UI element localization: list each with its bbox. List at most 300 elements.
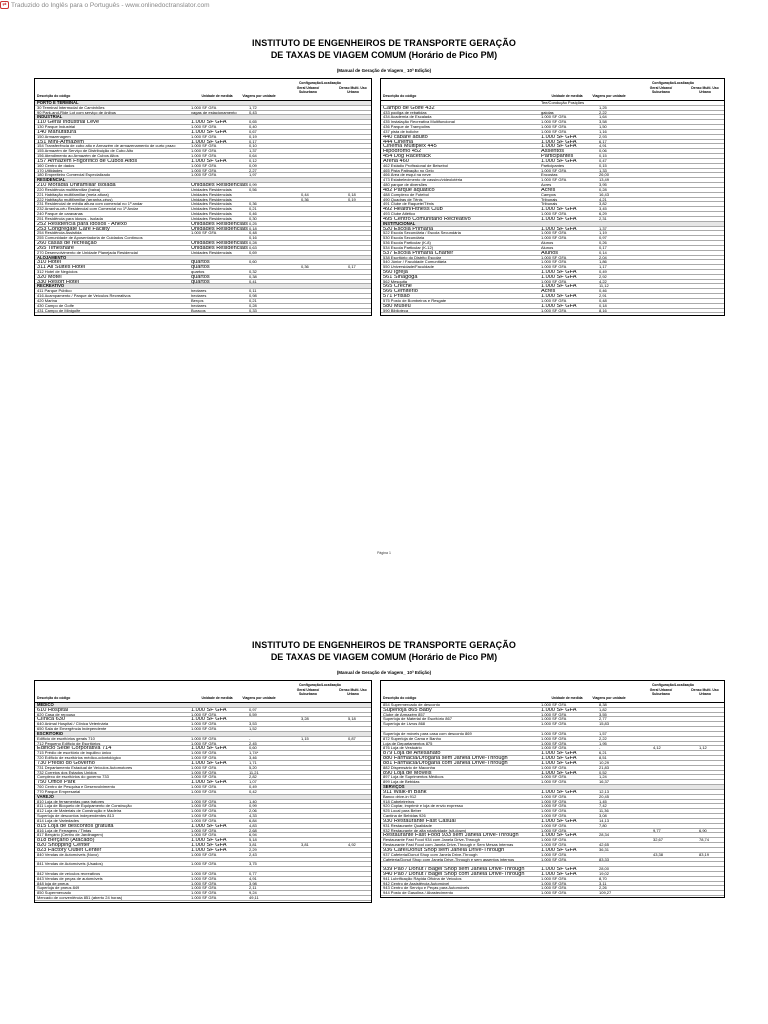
row-description: 899 Loja de Bebidas [383,780,420,785]
row-description: 530 Escola Secundária [383,236,425,241]
row-trips-per-unit: 0,18 [249,226,257,231]
row-trips-per-unit: 2,91 [599,294,607,299]
row-trips-per-unit: 0,99 [249,183,257,188]
row-unit: 1.000 SF GFA [191,173,217,178]
row-trips-per-unit: 13,49 [599,178,610,183]
row-description: 435 Instalação Recreativa Multifuncional [383,120,455,125]
row-dense-urban: 5,18 [348,717,356,722]
row-unit: Participantes [541,154,574,159]
row-description: 760 Centro de Pesquisa e Desenvolvimento [37,785,116,790]
row-description: 221 Habitação multifamiliar (meia altura) [37,192,109,197]
row-trips-per-unit: 11,36 [599,809,609,814]
page-subtitle: (Manual de Geração de Viagem_ 10ª Edição) [336,68,432,73]
table-row [35,896,371,901]
row-description: 732 Correios dos Estados Unidos [37,770,97,775]
row-dense-urban: 83,19 [699,852,710,857]
row-unit: 1.000 SF GFA [541,279,567,284]
row-trips-per-unit: 3,08 [599,814,607,819]
row-trips-per-unit: 0,17 [599,245,607,250]
row-trips-per-unit: 0,28 [249,241,257,246]
row-dense-urban: 1,12 [699,746,707,751]
row-description: Campo de Golfe 432 [383,105,435,111]
row-unit: 1.000 SF GFA [541,158,577,164]
row-description: 252 Residência para Idosos - Anexo [37,221,127,227]
row-unit: 1.000 SF GFA [541,255,567,260]
row-description: 610 Hospital [37,707,69,713]
row-description: 730 Prédio do Governo [37,760,95,766]
row-description: 561 Sinagoga [383,274,418,280]
row-unit: 1.000 SF GFA [191,149,217,154]
row-trips-per-unit: 3,95 [599,183,607,188]
row-description: 232 Arranha-céu Residencial com Comercial no 1º Andar [37,207,139,212]
row-description: 812 Loja de Materiais de Construção e Madeira [37,809,122,814]
header-description: Descrição do código [37,94,71,98]
row-description: 90 Park-and-Ride Lot com serviço de ônibus [37,110,116,115]
row-description: 536 Escola Particular (K-8) [383,241,431,246]
header-trips: Viagens por unidade [592,696,626,700]
row-unit: 1.000 SF GFA [191,843,227,848]
row-description: 270 Desenvolvimento de Unidade Planejada Residencial [37,250,138,255]
row-trips-per-unit: 20,45 [599,794,610,799]
row-unit: 1.000 SF GFA [541,838,567,843]
row-description: 810 Loja de ferramentas para tratores [37,799,105,804]
row-unit: Unidades Residenciais [191,216,232,221]
row-unit: 1.000 SF GFA [541,760,577,766]
row-unit: 1.000 SF GFA [191,833,217,838]
row-trips-per-unit: 2,77 [599,717,607,722]
row-description: Arena 460 [383,158,409,164]
row-trips-per-unit: 5,20 [249,765,257,770]
row-unit: 1.000 SF GFA [191,105,217,110]
row-unit: 1.000 SF GFA [541,886,567,891]
row-trips-per-unit: 1,74* [249,751,259,756]
row-trips-per-unit: 7,42 [599,804,607,809]
row-trips-per-unit: 2,06 [249,809,257,814]
row-description: 444 Cinema [383,139,414,145]
row-unit: 1.000 SF GFA [541,308,567,313]
row-description: Mercado de conveniência 851 (aberto 24 horas) [37,896,123,901]
row-description: 897 Loja de Suprimentos Médicos [383,775,444,780]
row-trips-per-unit: 28,34 [599,833,610,838]
row-unit: 1.000 SF GFA [541,207,577,213]
row-unit: 1.000 SF GFA [191,736,217,741]
row-trips-per-unit: 0,97 [599,236,607,241]
row-description: 312 Hotel de Negócios [37,269,78,274]
row-trips-per-unit: 16,37 [599,780,610,785]
page-subtitle: (Manual de Geração de Viagem_ 10ª Edição) [336,670,432,675]
row-unit: 1.000 SF GFA [541,303,577,309]
row-unit: 1.000 SF GFA [191,896,217,901]
row-trips-per-unit: 4,91 [599,144,607,149]
row-description: 488 Complexo de Futebol [383,192,429,197]
row-description: 925 Local para Beber [383,809,422,814]
row-trips-per-unit: 3,98 [249,881,257,886]
row-description: 265 Timeshare [37,245,75,251]
row-trips-per-unit: 6,84 [249,818,257,823]
row-trips-per-unit: 0,16 [249,236,257,241]
row-unit: 1.000 SF GFA [191,712,217,717]
row-description: RESIDENCIAL [37,178,66,183]
row-description: 140 Manufatura [37,129,77,135]
row-general-urban: 43,38 [653,852,664,857]
row-trips-per-unit: 2,82 [249,775,257,780]
row-unit: 1.000 SF GFA [541,707,577,713]
row-unit: 1.000 SF GFA [191,770,217,775]
row-description: 210 Moradia Unifamiliar Isolada [37,183,116,188]
row-trips-per-unit: 83,33 [599,857,610,862]
row-description: Superloja de pneus 849 [37,886,80,891]
row-description: Cantina de Bebidas 926 [383,814,426,819]
row-unit: 1.000 SF GFA [541,712,567,717]
row-description: 522 Escola Secundária / Escola Secundária [383,231,461,236]
row-unit: 1.000 SF GFA [191,871,217,876]
row-unit: 1.000 SF GFA [191,751,217,756]
row-unit: Unidades Residenciais [191,241,248,246]
row-trips-per-unit: 11,21 [249,770,259,775]
row-trips-per-unit: 6,29 [599,212,607,217]
row-description: 650 Sala de Emergência Independente [37,727,107,732]
row-description: 492 Health/Fitness Club [383,207,443,213]
row-unit: 1.000 SF GFA [191,168,217,173]
row-description: 431 Campo de Minigolfe [37,308,81,313]
row-description: 155 Armazém de Serviço de Distribuição de Cubo Alto [37,149,134,154]
row-description: 936 Café/Donut Shop sem Janela Drive-Through [383,847,505,853]
row-description: 770 Parque Empresarial [37,789,81,794]
row-trips-per-unit: 0,38 [249,274,257,279]
row-trips-per-unit: 21,83 [599,765,610,770]
row-unit: 1.000 SF GFA [541,852,567,857]
row-unit: Unidades Residenciais [191,226,248,232]
row-unit: Alunos [541,241,554,246]
header-general-urban: Geral Urbano/ Suburbano [296,86,320,94]
row-trips-per-unit: 109,27 [599,891,612,896]
row-description: 571 Prisão [383,294,410,299]
row-trips-per-unit: 0,47 [599,158,607,163]
row-unit: 1.000 SF GFA [541,120,567,125]
row-description: 640 Animal Hospital / Clínica Veterinária [37,722,109,727]
row-trips-per-unit: 28,00 [599,867,610,872]
row-description: ESCRITÓRIO [37,731,64,736]
row-description: 30 Terminal Intermodal de Caminhões [37,105,105,110]
row-unit: 1.000 SF GFA [191,163,217,168]
row-trips-per-unit: 16,43 [599,192,610,197]
header-dense-urban: Denso Multi. Uso Urbano [691,86,719,94]
row-trips-per-unit: 6,17 [599,139,607,144]
row-description: 840 Vendas de Automóveis (Novo) [37,852,99,857]
row-unit: 1.000 SF GFA [191,139,227,145]
row-unit: 1.000 SF GFA [541,843,567,848]
row-unit: 1.000 SF GFA [541,751,577,757]
row-unit: 1.000 SF GFA [191,891,217,896]
row-unit: Tribunais [541,197,558,202]
row-description: 817 Berçário (Centro de Jardinagem) [37,833,104,838]
row-unit: Tee/Condução Posições [541,101,585,105]
row-description: 715 Prédio de escritório de inquilino único [37,751,112,756]
header-general-urban: Geral Urbano/ Suburbano [649,86,673,94]
banner-text[interactable]: Traduzido do Inglês para o Português - www.onlinedoctranslator.com [11,1,210,9]
row-description: 943 Centro de Serviço e Peças para Automóveis [383,886,470,891]
row-unit: 1.000 SF GFA [541,765,567,770]
row-unit: 1.000 SF GFA [191,231,217,236]
row-unit: 1.000 SF GFA [191,722,217,727]
row-trips-per-unit: 0,67 [249,129,257,134]
row-trips-per-unit: 0,28 [599,187,607,192]
row-trips-per-unit: 1,95 [599,741,607,746]
row-description: 433 pocilga de rebatidas [383,110,427,115]
header-unit: Unidade de medida [551,696,583,700]
row-description: 932 Restaurante de alta rotatividade (sit-down) [383,828,467,833]
row-trips-per-unit: 0,30 [249,216,257,221]
row-trips-per-unit: 0,60 [249,260,257,265]
row-unit: 1.000 SF GFA [541,139,577,145]
row-unit: 1.000 SF GFA [191,862,217,867]
row-description: 454 Dog Racetrack [383,154,431,159]
row-unit: Unidades Residenciais [191,187,232,192]
row-description: 436 Parque de Trampolins [383,125,430,130]
row-description: 566 Cemitério [383,289,418,295]
row-description: 918 Cabeleireiros [383,799,415,804]
row-trips-per-unit: 6,21 [599,751,607,756]
translator-logo-icon: ⇄ [0,1,9,9]
row-unit: 1.000 SF GFA [191,760,227,766]
row-trips-per-unit: 3,11 [599,881,607,886]
row-trips-per-unit: 2,26 [599,886,607,891]
row-unit: 1.000 SF GFA [541,746,567,751]
header-unit: Unidade de medida [201,94,233,98]
row-trips-per-unit: 0,52 [599,770,607,775]
row-description: 310 Hotel [37,260,61,266]
row-description: 154 Transferência de cubo alto e Armazém de armazenamento de curto prazo [37,144,176,149]
row-trips-per-unit: 1,07 [249,780,257,785]
header-dense-urban: Denso Multi. Uso Urbano [691,688,719,696]
row-trips-per-unit: 0,28 [249,303,257,308]
row-trips-per-unit: 0,60 [249,746,257,751]
row-unit: 1.000 SF GFA [541,226,577,232]
row-description: Superloja de descontos independentes 813 [37,814,114,819]
row-dense-urban: 0,19 [348,197,356,202]
row-trips-per-unit: 4,33 [249,814,257,819]
row-description: ALOJAMENTO [37,255,67,260]
row-trips-per-unit: 0,25 [249,221,257,226]
row-unit: 1.000 SF GFA [541,775,567,780]
row-description: 620 Casa de repouso [37,712,76,717]
row-unit: 1.000 SF GFA [191,876,217,881]
row-trips-per-unit: 3,45 [599,207,607,212]
row-description: 251 Residência para idosos - Isolada [37,216,103,221]
row-trips-per-unit: 1,97 [249,173,257,178]
row-trips-per-unit: 1,25 [599,105,607,110]
row-description: Edifício de escritórios gerais 710 [37,736,95,741]
row-unit: Buracos [191,308,206,313]
row-unit: 1.000 SF GFA [541,269,577,275]
row-description: 538 Escritório do Distrito Escolar [383,255,442,260]
row-general-urban: 0,36 [301,197,309,202]
row-description: 880 Farmácia/Drogaria sem Janela Drive-Through [383,756,508,761]
row-trips-per-unit: 14,13 [599,818,610,823]
row-unit: 1.000 SF GFA [191,799,217,804]
row-trips-per-unit: 0,69 [249,250,257,255]
row-unit: 1.000 SF GFA [541,722,567,727]
row-dense-urban: 0,18 [348,192,356,197]
row-general-urban: 32,67 [653,838,664,843]
header-config: Configuração/Localização [651,81,694,85]
row-description: 881 Farmácia/Drogaria com Janela Drive-Through [383,760,508,766]
row-unit: 1.000 SF GFA [191,809,217,814]
row-unit: Unidades Residenciais [191,245,248,251]
row-trips-per-unit: 5,18 [249,838,257,843]
row-trips-per-unit: 3,53 [249,722,257,727]
row-unit: hectares [191,303,207,308]
page-title-line-1: INSTITUTO DE ENGENHEIROS DE TRANSPORTE GERAÇÃO [252,38,516,48]
header-description: Descrição do código [383,696,417,700]
row-unit: 1.000 SF GFA [541,294,577,299]
row-trips-per-unit: 3,46 [249,756,257,761]
row-unit: 1.000 SF GFA [541,231,567,236]
row-trips-per-unit: 0,06 [599,149,607,154]
row-description: Restaurante Fast Food com Janela Drive-Through e Sem Mesas Internas [383,843,514,848]
row-unit: Unidades Residenciais [191,192,232,197]
row-unit: 1.000 SF GFA [541,871,577,877]
header-trips: Viagens por unidade [242,696,276,700]
row-description: 434 Academia de Escalada [383,115,432,120]
row-trips-per-unit: 0,15 [599,154,607,159]
row-unit: Acres [541,187,556,193]
row-trips-per-unit: 3,82 [599,202,607,207]
row-description: 842 Vendas de veículos recreativos [37,871,101,876]
row-trips-per-unit: 3,75 [249,862,257,867]
row-unit: quartos [191,260,210,266]
row-description: 823 Factory Outlet Center [37,847,102,853]
row-trips-per-unit: 2,11 [249,886,257,891]
header-config: Configuração/Localização [298,81,341,85]
row-description: 156 Atendimento ao Armazém de Cubos Altos [37,154,119,159]
row-description: Clube de Armazém 857 [383,712,425,717]
table-header [35,681,371,703]
header-unit: Unidade de medida [551,94,583,98]
row-unit: 1.000 SF GFA [191,780,227,786]
row-trips-per-unit: 8,51 [599,756,607,761]
row-unit: Acres [541,289,556,295]
table-row [381,891,724,896]
row-description: Restaurante Fast Food 934 com Janela Drive-Through [383,838,480,843]
header-config: Configuração/Localização [298,683,341,687]
row-description: 540 Júnior / Faculdade Comunitária [383,260,447,265]
header-trips: Viagens por unidade [592,94,626,98]
row-unit: quartos [191,274,210,280]
row-description: 941 Lubrificação Rápida Oficina de Veículos [383,876,462,881]
row-description: 440 cabaré adulto [383,134,428,140]
row-description: 562 Mesquita [383,279,408,284]
row-description: 157 Armazém Frigorífico de Cubos Altos [37,158,138,164]
row-unit: 1.000 SF GFA [191,838,227,844]
row-unit: 1.000 SF GFA [191,717,227,723]
row-trips-per-unit: 0,98 [249,294,257,299]
row-unit: Unidades Residenciais [191,207,232,212]
header-unit: Unidade de medida [201,696,233,700]
row-description: 220 Residência multifamiliar (baixa) [37,187,101,192]
row-description: 150 Armazenagem [37,134,71,139]
row-trips-per-unit: 1,57 [599,731,607,736]
row-trips-per-unit: 0,21 [249,207,257,212]
row-description: 231 Residencial de média altura com comercial no 1º andar [37,202,143,207]
row-description: Hipódromo 452 [383,149,422,155]
row-trips-per-unit: 3,58 [599,120,607,125]
row-description: 590 Biblioteca [383,308,409,313]
row-trips-per-unit: 0,32 [249,269,257,274]
row-unit: Alunos [541,250,559,256]
row-trips-per-unit: 1,40 [249,799,257,804]
page-title-line-1: INSTITUTO DE ENGENHEIROS DE TRANSPORTE GERAÇÃO [252,640,516,650]
row-trips-per-unit: 2,22 [599,110,607,115]
row-unit: 1.000 SF GFA [191,765,217,770]
row-trips-per-unit: 0,21 [249,298,257,303]
row-unit: 1.000 SF GFA [541,804,567,809]
page-title-line-2: DE TAXAS DE VIAGEM COMUM (Horário de Pico PM) [270,652,498,662]
row-description: Restaurante Fast Food 933 sem Janela Drive-Through [383,833,519,839]
row-description: 811 Loja de Bloqueio de Equipamento de Construção [37,804,132,809]
header-trips: Viagens por unidade [242,94,276,98]
row-description: Superloja de Livros 868 [383,722,426,727]
row-description: 240 Parque de caravanas [37,212,83,217]
row-trips-per-unit: 1,37 [249,149,257,154]
row-description: 560 Igreja [383,269,408,275]
row-description: 731 Departamento Estadual de Veículos Automotores [37,765,133,770]
row-unit: 1.000 SF GFA [191,785,217,790]
row-description: 180 Empreiteiro Comercial Especializado [37,173,111,178]
row-description: 482 Parque aquático [383,187,435,193]
row-unit: 1.000 SF GFA [541,809,567,814]
row-description: 416 Acampamento / Parque de Veículos Recreativos [37,294,131,299]
row-trips-per-unit: 1,17 [599,265,607,270]
row-trips-per-unit: 0,64 [249,154,257,159]
row-unit: Encostas [541,173,558,178]
row-description: 437 pista de boliche [383,129,419,134]
row-unit: 1.000 SF GFA [541,741,567,746]
row-description: 491 Clube de Raquete/Tênis [383,202,434,207]
row-description: 750 Office Park [37,780,76,786]
row-trips-per-unit: 19,02 [599,871,610,876]
row-unit: 1.000 SF GFA [191,144,217,149]
row-trips-per-unit: 4,83 [249,823,257,828]
row-description: 879 Loja de Artesanato [383,751,441,757]
row-trips-per-unit: 1,82 [599,707,607,712]
row-trips-per-unit: 0,99 [249,804,257,809]
trip-rate-table-right [380,680,725,898]
row-trips-per-unit: 1,86 [599,260,607,265]
row-description: 876 Loja de Vestuário [383,746,422,751]
row-general-urban: 3,28 [301,717,309,722]
row-description: INSTITUCIONAL [383,221,416,226]
row-description: 253 Congregate Care Facility [37,226,110,232]
row-description: 565 Creche [383,284,412,290]
row-description: INDUSTRIAL [37,115,63,120]
row-description: 939 Pão / Donut / Bagel Shop sem Janela Drive-Through [383,867,525,872]
row-unit: 1.000 SF GFA [541,703,567,707]
row-description: 931 Restaurante Qualidade [383,823,432,828]
row-trips-per-unit: 0,41 [249,279,257,284]
row-trips-per-unit: 0,10 [249,144,257,149]
row-description: RECREATIVO [37,284,65,289]
row-description: 430 Campo de Golfe [37,303,74,308]
row-trips-per-unit: 26,00 [599,173,610,178]
row-trips-per-unit: 0,49 [249,785,257,790]
header-general-urban: Geral Urbano/ Suburbano [649,688,673,696]
row-unit: Unidades Residenciais [191,183,248,188]
row-trips-per-unit: 7,80 [599,823,607,828]
row-trips-per-unit: 0,49 [599,269,607,274]
row-description: 473 Estabelecimento de cassino/videolotéria [383,178,463,183]
row-unit: 1.000 SF GFA [541,178,567,183]
